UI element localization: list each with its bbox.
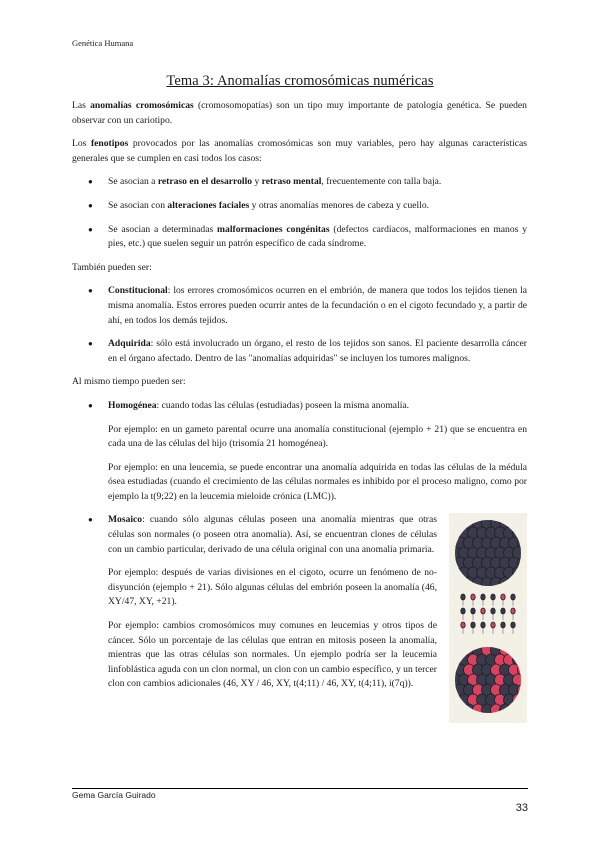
mosaicism-illustration xyxy=(449,513,527,723)
cell-shape xyxy=(449,644,457,656)
cell-shape xyxy=(464,704,475,716)
list-item: ● Se asocian a determinadas malformaciones congénitas (defectos cardíacos, malformaciones en manos y pies, etc.) que suelen seguir un patrón específico de cada síndrome. xyxy=(72,223,527,252)
running-header: Genética Humana xyxy=(72,38,134,48)
list-item: ● Constitucional: los errores cromosómicos ocurren en el embrión, de manera que todos los tejidos tienen la misma anomalía. Estos errores pueden ocurrir antes de la fecundación o en el cigoto fecundado y, a partir de ahí, en todos los demás tejidos. xyxy=(72,284,527,328)
cell-shape xyxy=(491,608,495,614)
cell-shape xyxy=(461,594,465,600)
page-number: 33 xyxy=(515,802,528,814)
cell-shape xyxy=(461,622,465,628)
cell-shape xyxy=(522,654,528,666)
list-item-mosaico: ● Mosaico: cuando sólo algunas células poseen una anomalía mientras que otras células son normales (o poseen otra anomalía). Así, se encuentran clones de células con un cambio particular, derivado de una célula original con una anomalía primaria. xyxy=(72,513,437,557)
cell-shape xyxy=(522,567,528,579)
list-item: ● Se asocian con alteraciones faciales y otras anomalías menores de cabeza y cuello. xyxy=(72,199,527,214)
fenotipos-paragraph: Los fenotipos provocados por las anomalías cromosómicas son muy variables, pero hay algunas características generales que se cumplen en casi todos los casos: xyxy=(72,138,527,164)
cell-shape xyxy=(518,644,528,656)
cell-shape xyxy=(471,594,475,600)
page-title: Tema 3: Anomalías cromosómicas numéricas xyxy=(166,73,434,89)
cell-shape xyxy=(450,567,461,579)
mismo-paragraph: Al mismo tiempo pueden ser: xyxy=(72,376,186,388)
origin-list xyxy=(72,284,527,366)
cell-shape xyxy=(464,577,475,589)
cell-shape xyxy=(481,608,485,614)
example-paragraph: Por ejemplo: después de varias divisiones en el cigoto, ocurre un fenómeno de no-disyunción (ejemplo + 21). Sólo algunas células del embrión poseen la anomalía (46, XY/47, XY, +21). xyxy=(108,567,437,608)
cell-shape xyxy=(509,644,520,656)
cell-shape xyxy=(500,704,511,716)
intro-paragraph: Las anomalías cromosómicas (cromosomopatías) son un tipo muy importante de patología genética. Se pueden observar con un cariotipo. xyxy=(72,100,527,126)
cell-shape xyxy=(518,704,528,716)
cell-shape xyxy=(522,527,528,539)
cell-shape xyxy=(455,517,466,529)
cell-shape xyxy=(471,622,475,628)
cell-shape xyxy=(449,704,457,716)
example-paragraph: Por ejemplo: en una leucemia, se puede encontrar una anomalía adquirida en todas las células de la médula ósea estudiadas (cuando el crecimiento de las células normales es inhibido por el proceso maligno, como por ejemplo la t(9;22) en la leucemia mieloide crónica (LMC)). xyxy=(108,461,527,502)
document-body xyxy=(72,99,527,701)
cell-shape xyxy=(455,577,466,589)
list-item: ● Adquirida: sólo está involucrado un órgano, el resto de los tejidos son sanos. El paciente desarrolla cáncer en el órgano afectado. Dentro de las "anomalías adquiridas" se incluyen los tumores malignos. xyxy=(72,337,527,366)
cell-shape xyxy=(449,577,457,589)
cell-shape xyxy=(522,547,528,559)
cell-shape xyxy=(455,704,466,716)
cell-shape xyxy=(522,674,528,686)
cell-shape xyxy=(491,622,495,628)
cell-shape xyxy=(522,694,528,706)
cell-shape xyxy=(501,622,505,628)
cell-shape xyxy=(501,594,505,600)
cell-shape xyxy=(511,594,515,600)
footer-divider xyxy=(72,788,528,789)
list-item-homogenea: ● Homogénea: cuando todas las células (estudiadas) poseen la misma anomalía. xyxy=(72,399,527,414)
cell-shape xyxy=(513,694,524,706)
cell-shape xyxy=(518,577,528,589)
cell-shape xyxy=(471,608,475,614)
cell-shape xyxy=(461,608,465,614)
cell-shape xyxy=(450,527,461,539)
cell-shape xyxy=(491,594,495,600)
distribution-list xyxy=(72,399,527,414)
cell-shape xyxy=(481,594,485,600)
cell-shape xyxy=(511,608,515,614)
cell-shape xyxy=(501,608,505,614)
cell-shape xyxy=(509,517,520,529)
cell-shape xyxy=(449,557,457,569)
list-item: ● Se asocian a retraso en el desarrollo y retraso mental, frecuentemente con talla baja. xyxy=(72,175,527,190)
cell-shape xyxy=(518,684,528,696)
cell-shape xyxy=(509,577,520,589)
cell-shape xyxy=(449,537,457,549)
cell-shape xyxy=(449,517,457,529)
mosaic-section xyxy=(72,513,527,692)
footer-author: Gema García Guirado xyxy=(72,790,156,800)
cell-shape xyxy=(518,517,528,529)
cell-shape xyxy=(449,664,457,676)
cell-shape xyxy=(455,644,466,656)
cell-shape xyxy=(509,704,520,716)
cell-shape xyxy=(449,684,457,696)
tambien-paragraph: También pueden ser: xyxy=(72,261,152,273)
cell-shape xyxy=(513,567,524,579)
cell-shape xyxy=(518,557,528,569)
example-paragraph: Por ejemplo: en un gameto parental ocurre una anomalía constitucional (ejemplo + 21) que se encuentra en cada una de las células del hijo (trisomía 21 homogénea). xyxy=(108,423,527,450)
cell-clones-diagram xyxy=(449,513,527,723)
example-paragraph: Por ejemplo: cambios cromosómicos muy comunes en leucemias y otros tipos de cáncer. Sólo un porcentaje de las células que entran en mitosis poseen la anomalía, mientras que las otras células son normales. Un ejemplo podría ser la leucemia linfoblástica aguda con un clon normal, un clon con un cambio específico, y un tercer clon con cambios adicionales (46, XY / 46, XY, t(4;11) / 46, XY, t(4;11), i(7q)). xyxy=(108,620,437,690)
cell-shape xyxy=(511,622,515,628)
cell-shape xyxy=(450,654,461,666)
cell-shape xyxy=(481,622,485,628)
cell-shape xyxy=(450,694,461,706)
features-list xyxy=(72,175,527,251)
cell-shape xyxy=(500,577,511,589)
